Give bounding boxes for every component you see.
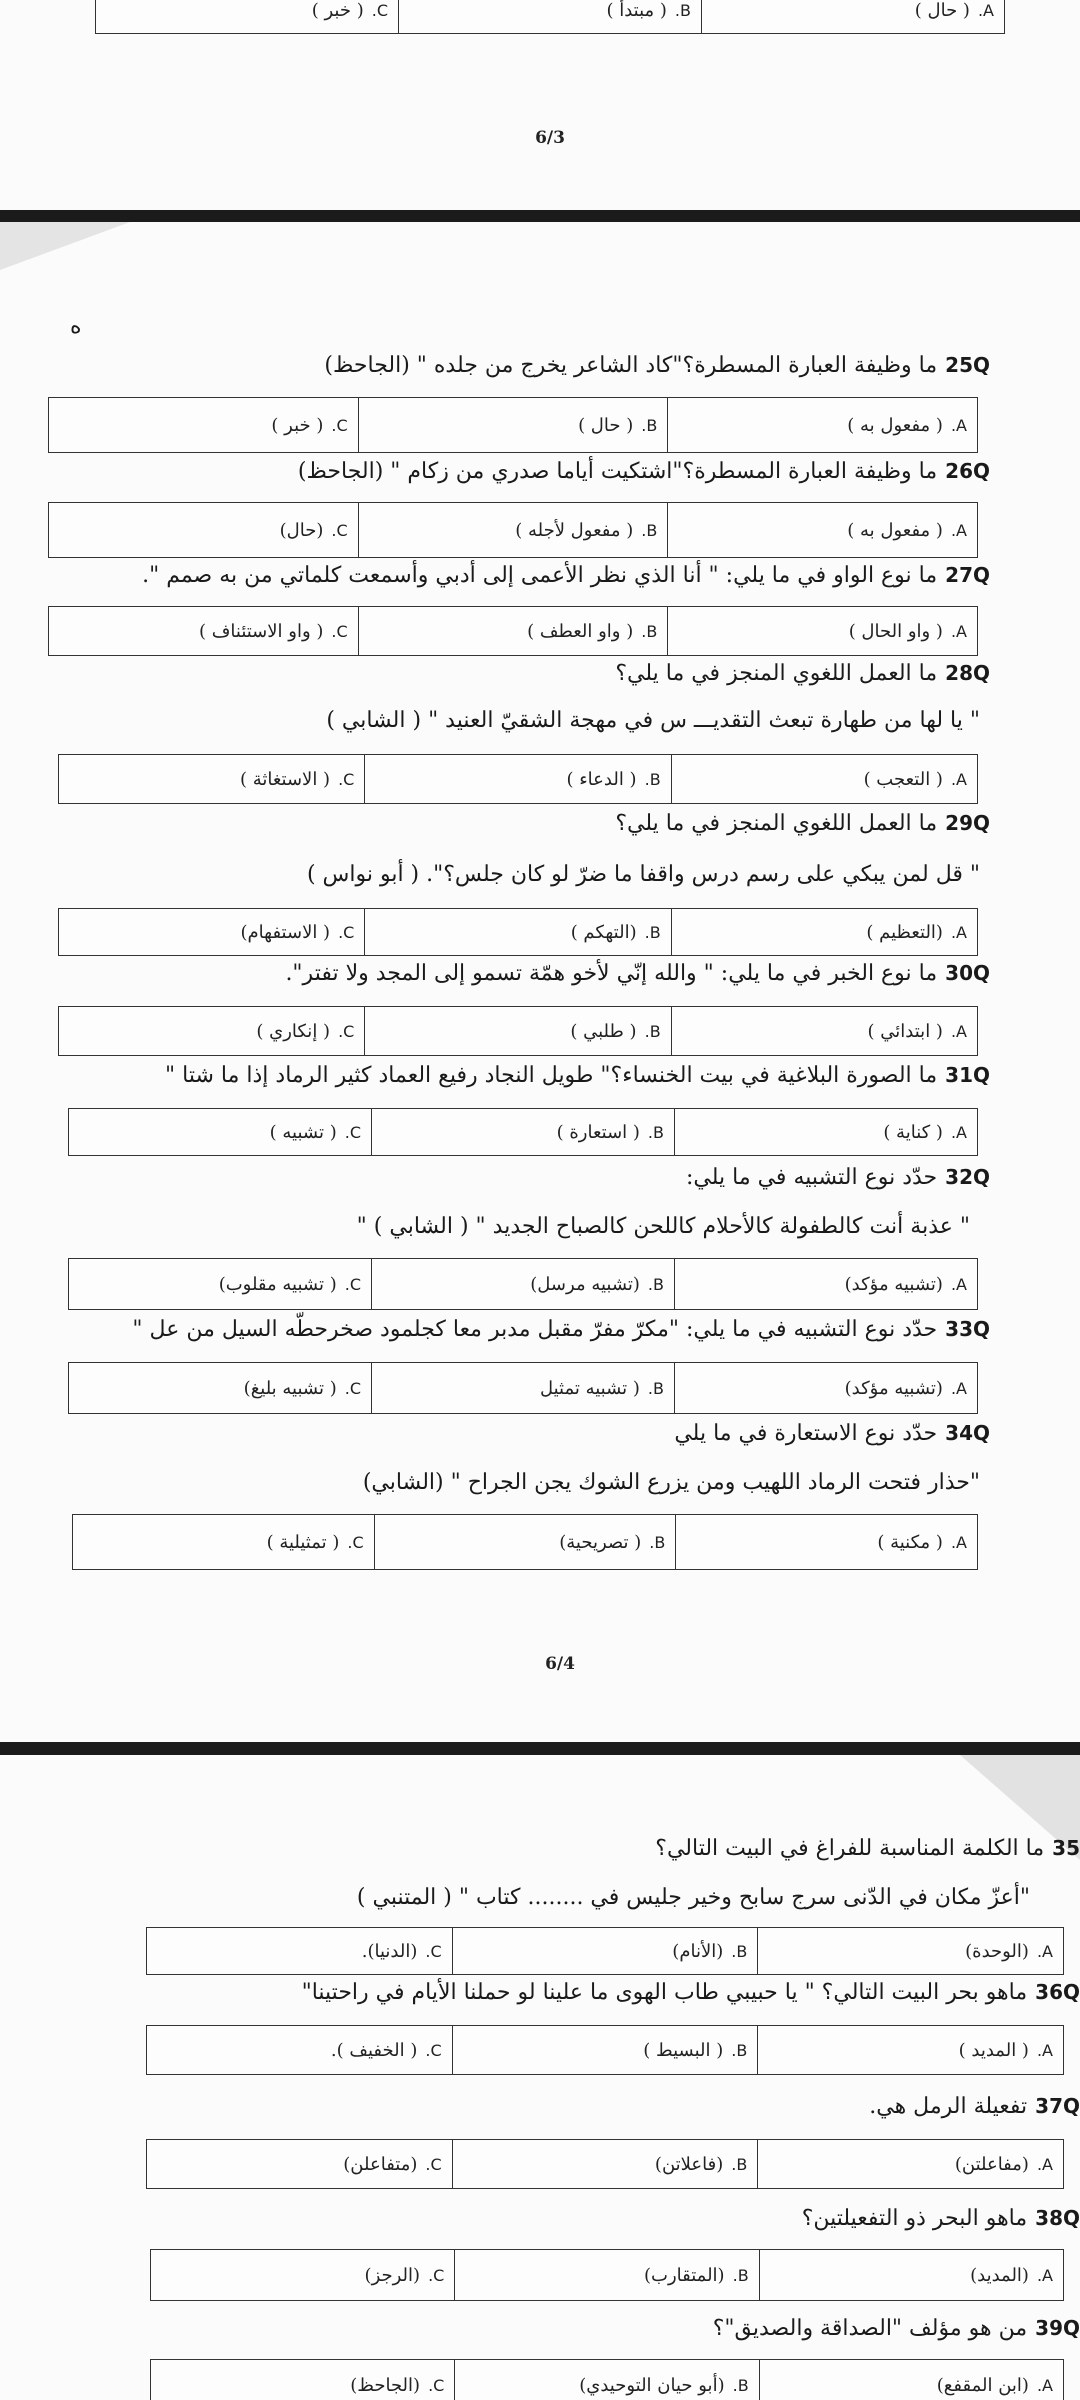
option-letter: A. [950,1274,967,1294]
option-a[interactable] [671,1007,977,1055]
option-text: (ابن المقفع) [936,2374,1029,2396]
option-b[interactable] [364,1007,670,1055]
option-letter: B. [731,2154,748,2174]
question-text: من هو مؤلف "الصداقة والصديق"؟ [712,2316,1028,2341]
option-text: (فاعلاتن) [654,2153,724,2175]
option-text: ( واو العطف ) [527,620,634,642]
option-text: (الجاحظ) [350,2374,421,2396]
option-letter: C. [331,415,348,435]
question-39 [713,2313,1080,2344]
option-letter: A. [1036,1941,1053,1961]
option-letter: A. [950,621,967,641]
option-text: (الأنام) [672,1940,724,1962]
option-text: ( الدعاء ) [566,768,637,790]
option-b[interactable] [358,607,668,655]
option-c[interactable] [69,1363,371,1413]
exam-page-5 [0,1755,1080,2400]
option-text: ( تشبيه بليغ) [243,1377,337,1399]
option-a[interactable] [759,2360,1063,2400]
option-text: (تشبيه مرسل) [530,1273,640,1295]
options-table [58,908,978,956]
option-a[interactable] [757,2140,1063,2188]
option-letter: C. [371,0,388,20]
question-number: 38Q [1035,2206,1080,2230]
option-letter: B. [644,922,661,942]
question-28 [615,658,990,689]
option-a[interactable] [674,1259,977,1309]
option-a [701,0,1004,33]
question-34 [674,1418,990,1449]
option-letter: A. [950,520,967,540]
option-letter: C. [425,2040,442,2060]
option-text: (الرجز) [364,2264,421,2286]
option-text: (الوحدة) [965,1940,1029,1962]
option-a[interactable] [675,1515,977,1569]
option-letter: C. [331,520,348,540]
question-number: 26Q [945,459,990,483]
option-c[interactable] [69,1109,371,1155]
option-letter: C. [428,2265,445,2285]
options-table [150,2249,1064,2301]
option-letter: A. [950,922,967,942]
question-quote: " يا لها من طهارة تبعث التقديـــ س في مهجة الشقيّ العنيد " ( الشابي ) [326,708,980,733]
options-table [58,754,978,804]
question-number: 31Q [945,1063,990,1087]
options-table [48,397,978,453]
option-letter: B. [732,2265,749,2285]
question-number: 33Q [945,1317,990,1341]
option-letter: A. [1036,2265,1053,2285]
page-separator [0,210,1080,222]
question-quote: " قل لمن يبكي على رسم درس واقفا ما ضرّ لو كان جلس؟". ( أبو نواس ) [306,862,980,887]
option-letter: B. [641,520,658,540]
option-b[interactable] [371,1259,674,1309]
option-b[interactable] [371,1109,674,1155]
option-c[interactable] [147,2140,452,2188]
question-text: ما وظيفة العبارة المسطرة؟"اشتكيت أياما صدري من زكام " (الجاحظ) [297,459,938,484]
option-letter: C. [338,769,355,789]
option-b[interactable] [452,1928,758,1974]
option-letter: B. [732,2375,749,2395]
option-c[interactable] [73,1515,374,1569]
page-mark: ه [70,314,82,339]
exam-page-3 [0,0,1080,210]
option-b[interactable] [374,1515,676,1569]
option-c[interactable] [49,503,358,557]
option-text: (متفاعلن) [343,2153,418,2175]
option-text: ( إنكاري ) [256,1020,331,1042]
option-letter: B. [644,769,661,789]
option-text: ( الاستفهام) [240,921,331,943]
option-text: ( التعجب ) [863,768,943,790]
option-b [398,0,701,33]
option-letter: A. [950,1122,967,1142]
option-text: ( استعارة ) [556,1121,640,1143]
option-text: ( البسيط ) [643,2039,724,2061]
option-text: ( مبتدأ ) [606,0,667,21]
option-a[interactable] [667,503,977,557]
option-letter: C. [338,922,355,942]
option-b[interactable] [364,909,670,955]
option-c[interactable] [147,2026,452,2074]
option-text: (التعظيم ) [866,921,943,943]
question-text: ماهو البحر ذو التفعيلتين؟ [801,2206,1028,2231]
option-text: ( خبر ) [271,414,324,436]
option-c[interactable] [59,755,364,803]
question-text: تفعيلة الرمل هي. [869,2094,1028,2119]
option-letter: A. [1036,2375,1053,2395]
options-table [68,1362,978,1414]
question-quote: " عذبة أنت كالطفولة كالأحلام كاللحن كالصباح الجديد " ( الشابي ) " [356,1214,970,1239]
options-table [68,1108,978,1156]
option-text: ( تشبيه ) [269,1121,337,1143]
question-30 [285,958,990,989]
option-text: ( تشبيه تمثيل [539,1377,640,1399]
options-table [48,606,978,656]
option-letter: B. [731,2040,748,2060]
option-letter: C. [338,1021,355,1041]
question-number: 35 [1052,1836,1080,1860]
option-letter: C. [331,621,348,641]
page-number: 6/3 [535,128,565,148]
question-32 [686,1162,990,1193]
option-letter: C. [428,2375,445,2395]
option-c[interactable] [151,2250,454,2300]
option-text: ( المديد ) [958,2039,1029,2061]
option-b[interactable] [358,503,668,557]
option-text: (المديد) [970,2264,1029,2286]
question-quote: "أعزّ مكان في الدّنى سرج سابح وخير جليس في ........ كتاب " ( المتنبي ) [356,1885,1030,1910]
option-c[interactable] [69,1259,371,1309]
option-c[interactable] [151,2360,454,2400]
option-a[interactable] [667,607,977,655]
options-table [146,1927,1064,1975]
option-letter: B. [647,1122,664,1142]
option-text: ( تمثيلية ) [266,1531,340,1553]
option-a[interactable] [671,909,977,955]
question-27 [142,560,990,591]
option-letter: B. [647,1274,664,1294]
question-text: حدّد نوع الاستعارة في ما يلي [674,1421,938,1446]
question-text: حدّد نوع التشبيه في ما يلي: [685,1165,938,1190]
option-b[interactable] [452,2026,758,2074]
question-text: ماهو بحر البيت التالي؟ " يا حبيبي طاب الهوى ما علينا لو حملنا الأيام في راحتينا" [301,1980,1028,2005]
options-table [58,1006,978,1056]
option-b[interactable] [452,2140,758,2188]
option-text: ( تشبيه مقلوب) [218,1273,337,1295]
question-text: ما الصورة البلاغية في بيت الخنساء؟" طويل النجاد رفيع العماد كثير الرماد إذا ما شتا " [165,1063,938,1088]
option-text: (أبو حيان التوحيدي) [579,2374,725,2396]
question-36 [302,1977,1080,2008]
question-text: ما العمل اللغوي المنجز في ما يلي؟ [615,811,938,836]
option-b[interactable] [371,1363,674,1413]
option-letter: A. [950,415,967,435]
option-text: ( حال ) [914,0,970,21]
option-text: (التهكم ) [570,921,637,943]
option-letter: A. [950,769,967,789]
option-letter: C. [344,1274,361,1294]
options-table [72,1514,978,1570]
option-c [96,0,398,33]
question-number: 29Q [945,811,990,835]
option-letter: C. [344,1122,361,1142]
option-c[interactable] [59,1007,364,1055]
options-table [95,0,1005,34]
option-text: ( مكنية ) [877,1531,943,1553]
question-text: ما نوع الخبر في ما يلي: " والله إنّي لأخو همّة تسمو إلى المجد ولا تفتر". [285,961,938,986]
option-a[interactable] [667,398,977,452]
option-text: ( مفعول به ) [847,519,943,541]
option-a[interactable] [757,2026,1063,2074]
question-number: 32Q [945,1165,990,1189]
question-text: حدّد نوع التشبيه في ما يلي: "مكرّ مفرّ مقبل مدبر معا كجلمود صخرحطّه السيل من عل " [132,1317,938,1342]
option-a[interactable] [674,1109,977,1155]
question-number: 34Q [945,1421,990,1445]
question-text: ما وظيفة العبارة المسطرة؟"كاد الشاعر يخرج من جلده " (الجاحظ) [324,353,938,378]
option-text: ( الخفيف ). [330,2039,418,2061]
option-a[interactable] [757,1928,1063,1974]
option-letter: B. [644,1021,661,1041]
option-text: ( مفعول به ) [847,414,943,436]
options-table [150,2359,1064,2400]
option-b[interactable] [454,2360,758,2400]
question-number: 28Q [945,661,990,685]
option-letter: B. [649,1532,666,1552]
option-text: (حال) [279,519,324,541]
option-a[interactable] [671,755,977,803]
options-table [68,1258,978,1310]
option-letter: C. [425,1941,442,1961]
option-letter: B. [647,1378,664,1398]
question-number: 37Q [1035,2094,1080,2118]
option-text: (تشبيه مؤكد) [844,1273,943,1295]
option-letter: B. [641,621,658,641]
option-c[interactable] [49,398,358,452]
question-33 [132,1314,990,1345]
question-26 [298,456,990,487]
question-35 [655,1833,1080,1864]
question-text: ما الكلمة المناسبة للفراغ في البيت التالي؟ [655,1836,1045,1861]
option-letter: C. [347,1532,364,1552]
option-letter: B. [731,1941,748,1961]
option-a[interactable] [674,1363,977,1413]
option-text: ( ابتدائي ) [867,1020,943,1042]
option-c[interactable] [49,607,358,655]
option-text: ( تصريحية) [559,1531,642,1553]
option-letter: C. [425,2154,442,2174]
options-table [146,2139,1064,2189]
option-text: ( كناية ) [883,1121,943,1143]
question-number: 25Q [945,353,990,377]
page-separator [0,1742,1080,1755]
option-letter: A. [950,1532,967,1552]
question-text: ما نوع الواو في ما يلي: " أنا الذي نظر الأعمى إلى أدبي وأسمعت كلماتي من به صمم ". [142,563,938,588]
page-number: 6/4 [545,1654,575,1674]
option-text: ( مفعول لأجله ) [515,519,634,541]
option-b[interactable] [358,398,668,452]
question-25 [324,350,990,381]
question-31 [165,1060,990,1091]
page-fold-corner [0,222,220,282]
question-29 [615,808,990,839]
question-quote: "حذار فتحت الرماد اللهيب ومن يزرع الشوك يجن الجراح " (الشابي) [362,1470,980,1495]
options-table [48,502,978,558]
option-text: (المتقارب) [643,2264,725,2286]
question-text: ما العمل اللغوي المنجز في ما يلي؟ [615,661,938,686]
option-text: (تشبيه مؤكد) [844,1377,943,1399]
question-number: 39Q [1035,2316,1080,2340]
option-text: ( الاستغاثة ) [239,768,331,790]
option-b[interactable] [454,2250,758,2300]
option-letter: A. [1036,2154,1053,2174]
option-c[interactable] [147,1928,452,1974]
option-letter: B. [674,0,691,20]
question-38 [802,2203,1080,2234]
option-text: (الدنيا). [361,1940,418,1962]
option-letter: A. [977,0,994,20]
option-c[interactable] [59,909,364,955]
option-letter: A. [950,1021,967,1041]
option-text: ( طلبي ) [570,1020,637,1042]
option-a[interactable] [759,2250,1063,2300]
option-letter: C. [344,1378,361,1398]
option-b[interactable] [364,755,670,803]
question-number: 36Q [1035,1980,1080,2004]
options-table [146,2025,1064,2075]
question-37 [869,2091,1080,2122]
exam-page-4 [0,222,1080,1742]
option-text: ( حال ) [578,414,634,436]
question-number: 27Q [945,563,990,587]
question-number: 30Q [945,961,990,985]
option-letter: A. [950,1378,967,1398]
option-text: ( واو الاستئناف ) [199,620,324,642]
option-text: ( واو الحال ) [848,620,943,642]
option-letter: A. [1036,2040,1053,2060]
option-text: (مفاعلتن) [954,2153,1029,2175]
option-text: ( خبر ) [311,0,364,21]
option-letter: B. [641,415,658,435]
